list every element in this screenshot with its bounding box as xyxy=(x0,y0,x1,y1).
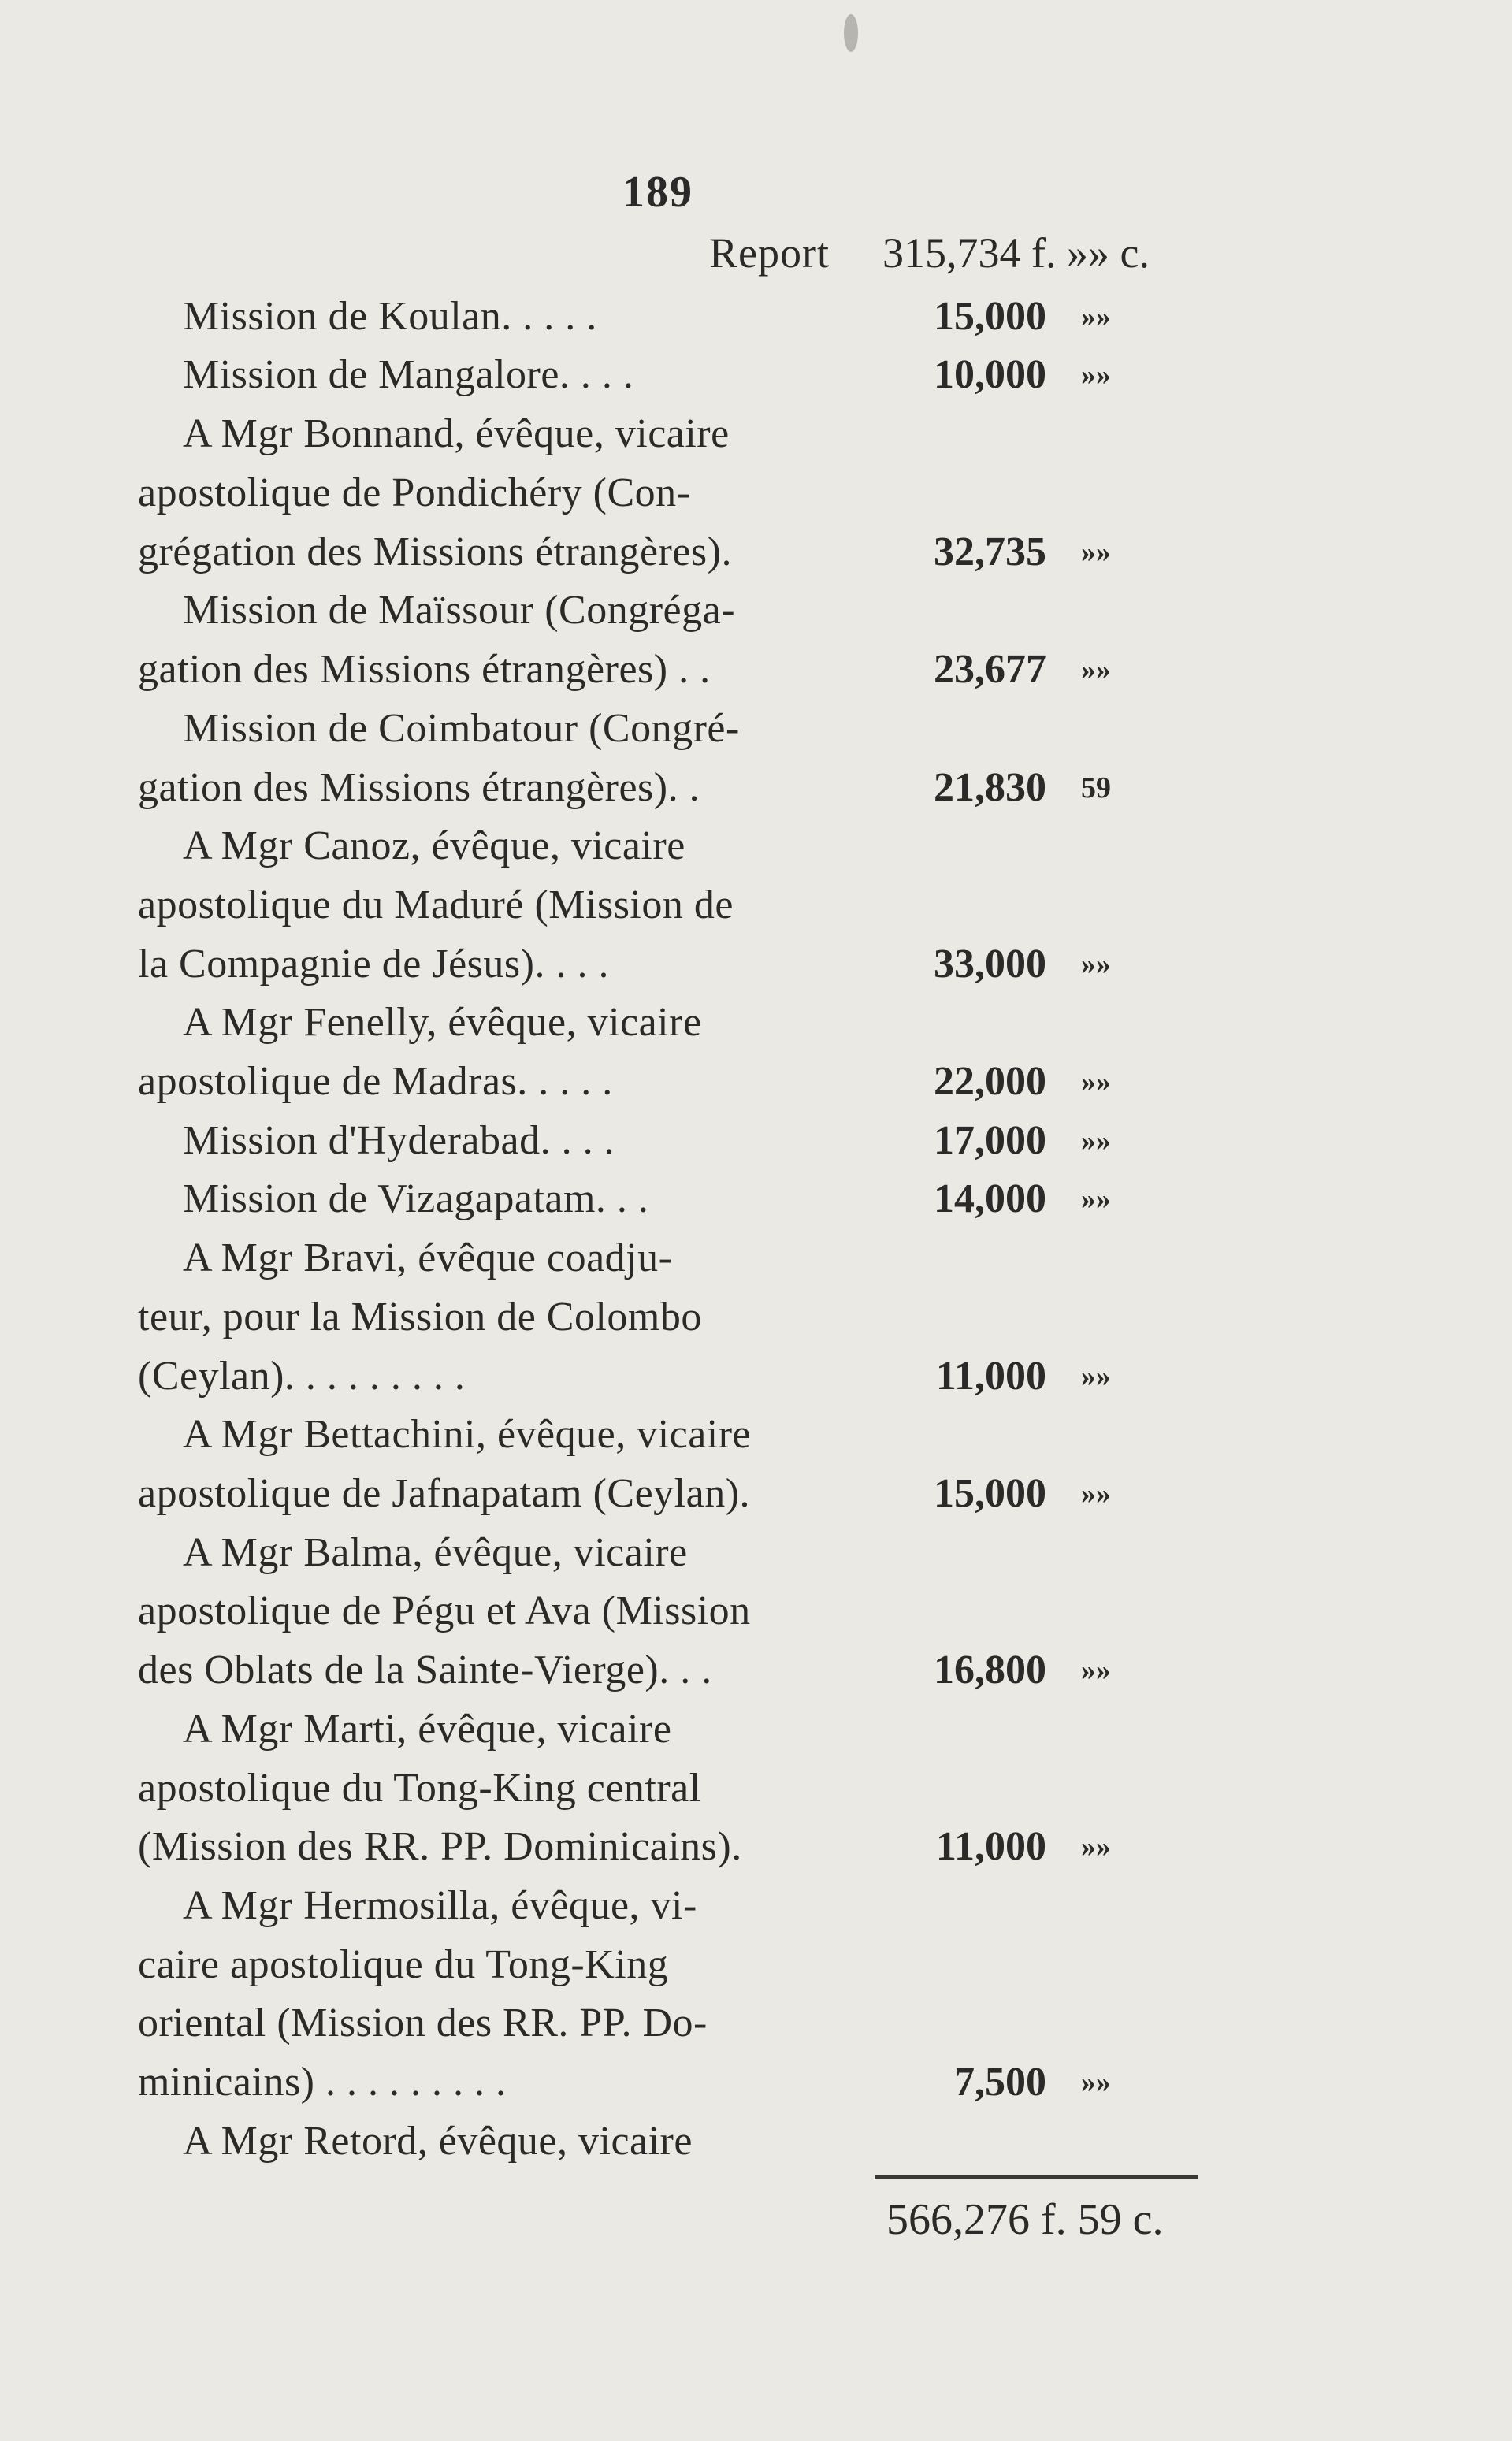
text-line: Mission d'Hyderabad. . . . xyxy=(183,1118,615,1163)
amount-value: 21,830 xyxy=(934,765,1046,810)
text-line: apostolique de Pondichéry (Con- xyxy=(138,470,691,515)
amount-cents: »» xyxy=(1081,1183,1111,1216)
text-line: caire apostolique du Tong-King xyxy=(138,1942,669,1987)
amount-value: 16,800 xyxy=(934,1648,1046,1692)
text-line: Mission de Vizagapatam. . . xyxy=(183,1176,649,1221)
amount-cents: »» xyxy=(1081,2066,1111,2099)
amount-value: 33,000 xyxy=(934,942,1046,986)
amount-value: 22,000 xyxy=(934,1059,1046,1104)
amount-value: 23,677 xyxy=(934,647,1046,692)
text-line: Mission de Coimbatour (Congré- xyxy=(183,706,740,751)
text-line: apostolique du Tong-King central xyxy=(138,1766,701,1811)
text-line: minicains) . . . . . . . . . xyxy=(138,2060,507,2105)
amount-cents: »» xyxy=(1081,536,1111,569)
amount-cents: »» xyxy=(1081,1124,1111,1157)
text-line: A Mgr Bonnand, évêque, vicaire xyxy=(183,411,730,456)
text-line: oriental (Mission des RR. PP. Do- xyxy=(138,2001,708,2045)
amount-value: 7,500 xyxy=(954,2060,1046,2105)
text-line: gation des Missions étrangères) . . xyxy=(138,647,711,692)
amount-value: 32,735 xyxy=(934,529,1046,574)
text-line: A Mgr Marti, évêque, vicaire xyxy=(183,1707,672,1752)
report-amount: 315,734 f. »» c. xyxy=(882,229,1150,277)
amount-cents: »» xyxy=(1081,359,1111,392)
text-line: A Mgr Bravi, évêque coadju- xyxy=(183,1235,673,1280)
total-amount: 566,276 f. 59 c. xyxy=(886,2195,1164,2244)
total-rule xyxy=(875,2175,1198,2179)
text-line: A Mgr Bettachini, évêque, vicaire xyxy=(183,1412,752,1457)
amount-value: 11,000 xyxy=(935,1824,1046,1869)
text-line: A Mgr Canoz, évêque, vicaire xyxy=(183,823,685,868)
report-label: Report xyxy=(709,229,830,277)
text-line: teur, pour la Mission de Colombo xyxy=(138,1295,702,1339)
text-line: (Mission des RR. PP. Dominicains). xyxy=(138,1824,742,1869)
amount-cents: »» xyxy=(1081,948,1111,981)
amount-cents: »» xyxy=(1081,1065,1111,1098)
text-line: apostolique de Pégu et Ava (Mission xyxy=(138,1588,751,1633)
text-line: Mission de Mangalore. . . . xyxy=(183,352,634,397)
text-line: Mission de Maïssour (Congréga- xyxy=(183,588,736,633)
text-line: gation des Missions étrangères). . xyxy=(138,765,700,810)
page-number: 189 xyxy=(622,168,693,217)
amount-value: 15,000 xyxy=(934,294,1046,339)
amount-value: 10,000 xyxy=(934,352,1046,397)
amount-cents: »» xyxy=(1081,1654,1111,1687)
text-line: grégation des Missions étrangères). xyxy=(138,529,732,574)
text-line: apostolique du Maduré (Mission de xyxy=(138,882,734,927)
amount-cents: »» xyxy=(1081,300,1111,333)
text-line: apostolique de Madras. . . . . xyxy=(138,1059,613,1104)
amount-cents: »» xyxy=(1081,1477,1111,1510)
text-line: apostolique de Jafnapatam (Ceylan). xyxy=(138,1471,751,1516)
text-line: A Mgr Hermosilla, évêque, vi- xyxy=(183,1883,697,1928)
text-line: Mission de Koulan. . . . . xyxy=(183,294,597,339)
text-line: la Compagnie de Jésus). . . . xyxy=(138,942,609,986)
amount-value: 17,000 xyxy=(934,1118,1046,1163)
amount-cents: »» xyxy=(1081,653,1111,686)
text-line: A Mgr Fenelly, évêque, vicaire xyxy=(183,1000,702,1045)
text-line: (Ceylan). . . . . . . . . xyxy=(138,1354,466,1399)
ink-blot xyxy=(844,14,858,52)
text-line: A Mgr Balma, évêque, vicaire xyxy=(183,1530,688,1575)
amount-cents: »» xyxy=(1081,1360,1111,1393)
amount-cents: 59 xyxy=(1081,771,1111,804)
amount-value: 15,000 xyxy=(934,1471,1046,1516)
amount-value: 14,000 xyxy=(934,1176,1046,1221)
text-line: des Oblats de la Sainte-Vierge). . . xyxy=(138,1648,712,1692)
amount-cents: »» xyxy=(1081,1830,1111,1863)
amount-value: 11,000 xyxy=(935,1354,1046,1399)
text-line: A Mgr Retord, évêque, vicaire xyxy=(183,2119,693,2164)
